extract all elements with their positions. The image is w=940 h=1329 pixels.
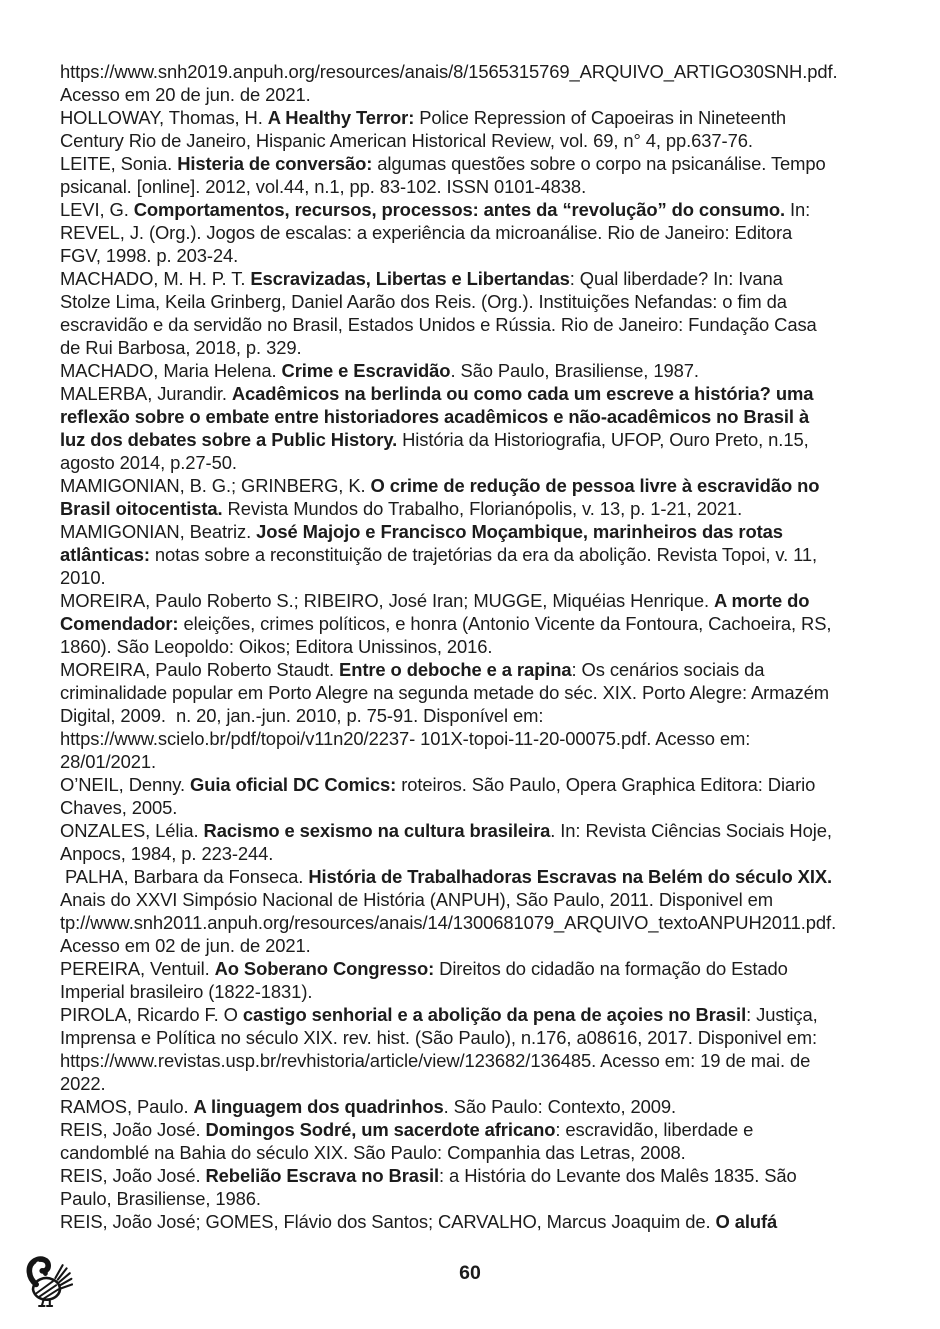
reference-line: Acesso em 02 de jun. de 2021.: [60, 935, 311, 956]
reference-line: MACHADO, M. H. P. T. Escravizadas, Libertas e Libertandas: Qual liberdade? In: Ivana: [60, 268, 783, 289]
reference-line: MALERBA, Jurandir. Acadêmicos na berlinda ou como cada um escreve a história? uma: [60, 383, 814, 404]
reference-line: Chaves, 2005.: [60, 797, 178, 818]
reference-line: PEREIRA, Ventuil. Ao Soberano Congresso: Direitos do cidadão na formação do Estado: [60, 958, 788, 979]
reference-line: MOREIRA, Paulo Roberto S.; RIBEIRO, José Iran; MUGGE, Miquéias Henrique. A morte do: [60, 590, 810, 611]
reference-line: REIS, João José. Rebelião Escrava no Brasil: a História do Levante dos Malês 1835. São: [60, 1165, 797, 1186]
reference-line: 2010.: [60, 567, 106, 588]
reference-line: Anais do XXVI Simpósio Nacional de História (ANPUH), São Paulo, 2011. Disponivel em: [60, 889, 774, 910]
reference-line: 28/01/2021.: [60, 751, 157, 772]
reference-line: LEITE, Sonia. Histeria de conversão: algumas questões sobre o corpo na psicanálise. Tempo: [60, 153, 826, 174]
reference-line: tp://www.snh2011.anpuh.org/resources/anais/14/1300681079_ARQUIVO_textoANPUH2011.pdf.: [60, 912, 837, 933]
reference-line: RAMOS, Paulo. A linguagem dos quadrinhos. São Paulo: Contexto, 2009.: [60, 1096, 676, 1117]
reference-line: O’NEIL, Denny. Guia oficial DC Comics: roteiros. São Paulo, Opera Graphica Editora: Diario: [60, 774, 816, 795]
reference-line: Imperial brasileiro (1822-1831).: [60, 981, 313, 1002]
reference-line: MACHADO, Maria Helena. Crime e Escravidão. São Paulo, Brasiliense, 1987.: [60, 360, 699, 381]
references: [60, 60, 890, 1233]
reference-line: https://www.snh2019.anpuh.org/resources/anais/8/1565315769_ARQUIVO_ARTIGO30SNH.pdf.: [60, 61, 838, 82]
reference-line: MOREIRA, Paulo Roberto Staudt. Entre o deboche e a rapina: Os cenários sociais da: [60, 659, 765, 680]
sankofa-bird-icon: [25, 1253, 73, 1311]
reference-line: Paulo, Brasiliense, 1986.: [60, 1188, 261, 1209]
reference-line: PALHA, Barbara da Fonseca. História de Trabalhadoras Escravas na Belém do século XIX.: [60, 866, 833, 887]
reference-line: luz dos debates sobre a Public History. História da Historiografia, UFOP, Ouro Preto, n.15,: [60, 429, 809, 450]
reference-line: de Rui Barbosa, 2018, p. 329.: [60, 337, 302, 358]
reference-line: Imprensa e Política no século XIX. rev. hist. (São Paulo), n.176, a08616, 2017. Disponivel em:: [60, 1027, 817, 1048]
reference-line: 2022.: [60, 1073, 106, 1094]
reference-line: Acesso em 20 de jun. de 2021.: [60, 84, 311, 105]
reference-line: reflexão sobre o embate entre historiadores acadêmicos e não-acadêmicos no Brasil à: [60, 406, 810, 427]
reference-line: PIROLA, Ricardo F. O castigo senhorial e a abolição da pena de açoies no Brasil: Justiça,: [60, 1004, 818, 1025]
page-number: 60: [459, 1262, 481, 1284]
reference-line: Comendador: eleições, crimes políticos, e honra (Antonio Vicente da Fontoura, Cachoeira, RS,: [60, 613, 832, 634]
reference-line: FGV, 1998. p. 203-24.: [60, 245, 239, 266]
reference-line: Century Rio de Janeiro, Hispanic American Historical Review, vol. 69, n° 4, pp.637-76.: [60, 130, 753, 151]
reference-line: https://www.scielo.br/pdf/topoi/v11n20/2237- 101X-topoi-11-20-00075.pdf. Acesso em:: [60, 728, 751, 749]
reference-line: REVEL, J. (Org.). Jogos de escalas: a experiência da microanálise. Rio de Janeiro: Editora: [60, 222, 793, 243]
reference-line: Brasil oitocentista. Revista Mundos do Trabalho, Florianópolis, v. 13, p. 1-21, 2021.: [60, 498, 743, 519]
reference-line: REIS, João José; GOMES, Flávio dos Santos; CARVALHO, Marcus Joaquim de. O alufá: [60, 1211, 778, 1232]
reference-line: HOLLOWAY, Thomas, H. A Healthy Terror: Police Repression of Capoeiras in Nineteenth: [60, 107, 786, 128]
reference-line: atlânticas: notas sobre a reconstituição de trajetórias da era da abolição. Revista Topoi, v. 11,: [60, 544, 818, 565]
reference-line: agosto 2014, p.27-50.: [60, 452, 237, 473]
reference-line: escravidão e da servidão no Brasil, Estados Unidos e Rússia. Rio de Janeiro: Fundação Casa: [60, 314, 817, 335]
reference-line: LEVI, G. Comportamentos, recursos, processos: antes da “revolução” do consumo. In:: [60, 199, 811, 220]
reference-line: https://www.revistas.usp.br/revhistoria/article/view/123682/136485. Acesso em: 19 de mai. de: [60, 1050, 811, 1071]
reference-line: candomblé na Bahia do século XIX. São Paulo: Companhia das Letras, 2008.: [60, 1142, 686, 1163]
reference-line: MAMIGONIAN, Beatriz. José Majojo e Francisco Moçambique, marinheiros das rotas: [60, 521, 783, 542]
reference-line: ONZALES, Lélia. Racismo e sexismo na cultura brasileira. In: Revista Ciências Sociais Hoje,: [60, 820, 832, 841]
reference-line: Digital, 2009. n. 20, jan.-jun. 2010, p. 75-91. Disponível em:: [60, 705, 544, 726]
reference-line: MAMIGONIAN, B. G.; GRINBERG, K. O crime de redução de pessoa livre à escravidão no: [60, 475, 820, 496]
reference-line: criminalidade popular em Porto Alegre na segunda metade do séc. XIX. Porto Alegre: Armazém: [60, 682, 829, 703]
reference-line: REIS, João José. Domingos Sodré, um sacerdote africano: escravidão, liberdade e: [60, 1119, 754, 1140]
reference-line: Stolze Lima, Keila Grinberg, Daniel Aarão dos Reis. (Org.). Instituições Nefandas: o fim da: [60, 291, 787, 312]
reference-line: 1860). São Leopoldo: Oikos; Editora Unissinos, 2016.: [60, 636, 493, 657]
reference-line: psicanal. [online]. 2012, vol.44, n.1, pp. 83-102. ISSN 0101-4838.: [60, 176, 587, 197]
reference-line: Anpocs, 1984, p. 223-244.: [60, 843, 274, 864]
